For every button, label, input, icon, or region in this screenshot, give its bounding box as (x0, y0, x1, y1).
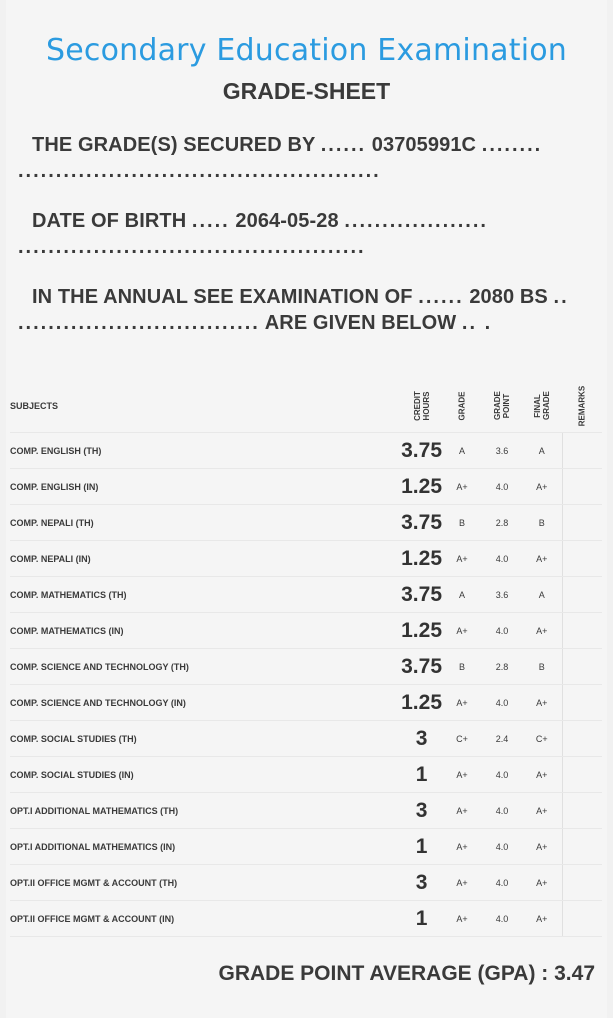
given-below-label: ARE GIVEN BELOW (264, 312, 457, 334)
page-title: Secondary Education Examination (45, 33, 568, 68)
final-grade-cell: B (522, 649, 562, 685)
final-grade-cell: A (522, 433, 562, 469)
credit-hours-cell: 3 (401, 721, 442, 757)
grade-point-cell: 4.0 (482, 865, 522, 901)
subject-cell: COMP. SOCIAL STUDIES (IN) (10, 757, 401, 793)
subject-cell: COMP. MATHEMATICS (IN) (10, 613, 401, 649)
grade-cell: A+ (442, 757, 482, 793)
grade-point-cell: 3.6 (482, 577, 522, 613)
remarks-cell (562, 469, 602, 505)
table-row (10, 757, 602, 793)
remarks-cell (562, 793, 602, 829)
subject-cell: COMP. ENGLISH (TH) (10, 433, 401, 469)
credit-hours-cell: 1 (401, 829, 442, 865)
subject-cell: OPT.I ADDITIONAL MATHEMATICS (TH) (10, 793, 401, 829)
remarks-cell (562, 685, 602, 721)
grade-cell: A+ (442, 829, 482, 865)
table-row (10, 577, 602, 613)
grade-point-cell: 4.0 (482, 829, 522, 865)
header-credit-hours: CREDIT HOURS (401, 380, 442, 433)
grade-cell: A+ (442, 613, 482, 649)
gpa-summary (218, 962, 595, 986)
grade-cell: A (442, 433, 482, 469)
final-grade-cell: A+ (522, 901, 562, 937)
final-grade-cell: A+ (522, 793, 562, 829)
grades-table (10, 380, 602, 937)
remarks-cell (562, 541, 602, 577)
final-grade-cell: B (522, 505, 562, 541)
secured-by-label: THE GRADE(S) SECURED BY (32, 134, 316, 156)
credit-hours-cell: 1.25 (401, 469, 442, 505)
credit-hours-cell: 3.75 (401, 649, 442, 685)
final-grade-cell: A (522, 577, 562, 613)
grade-cell: A+ (442, 901, 482, 937)
grade-cell: A+ (442, 865, 482, 901)
header-grade-point: GRADE POINT (482, 380, 522, 433)
grade-point-cell: 2.4 (482, 721, 522, 757)
subject-cell: OPT.II OFFICE MGMT & ACCOUNT (IN) (10, 901, 401, 937)
table-header-row (10, 380, 602, 433)
credit-hours-cell: 3 (401, 793, 442, 829)
grade-point-cell: 2.8 (482, 505, 522, 541)
subject-cell: COMP. ENGLISH (IN) (10, 469, 401, 505)
table-row (10, 901, 602, 937)
credit-hours-cell: 3.75 (401, 505, 442, 541)
final-grade-cell: A+ (522, 685, 562, 721)
subject-cell: COMP. MATHEMATICS (TH) (10, 577, 401, 613)
final-grade-cell: A+ (522, 865, 562, 901)
grade-cell: A+ (442, 541, 482, 577)
grade-point-cell: 2.8 (482, 649, 522, 685)
subject-cell: COMP. SCIENCE AND TECHNOLOGY (TH) (10, 649, 401, 685)
remarks-cell (562, 433, 602, 469)
credit-hours-cell: 1.25 (401, 685, 442, 721)
remarks-cell (562, 901, 602, 937)
credit-hours-cell: 3 (401, 865, 442, 901)
subject-cell: COMP. NEPALI (IN) (10, 541, 401, 577)
table-row (10, 433, 602, 469)
exam-line: IN THE ANNUAL SEE EXAMINATION OF ...... 2080 BS .. ................................ ARE GIVEN BELOW .. . (18, 286, 569, 334)
remarks-cell (562, 577, 602, 613)
header-subjects: SUBJECTS (10, 380, 401, 433)
credit-hours-cell: 1 (401, 757, 442, 793)
header-remarks: REMARKS (562, 380, 602, 433)
credit-hours-cell: 1.25 (401, 613, 442, 649)
page-subtitle: GRADE-SHEET (222, 78, 391, 104)
table-row (10, 829, 602, 865)
remarks-cell (562, 757, 602, 793)
table-row (10, 649, 602, 685)
remarks-cell (562, 649, 602, 685)
subject-cell: COMP. NEPALI (TH) (10, 505, 401, 541)
table-row (10, 865, 602, 901)
dob-value: 2064-05-28 (235, 210, 339, 232)
grade-cell: B (442, 649, 482, 685)
subject-cell: OPT.I ADDITIONAL MATHEMATICS (IN) (10, 829, 401, 865)
grade-point-cell: 4.0 (482, 541, 522, 577)
remarks-cell (562, 613, 602, 649)
grade-cell: A+ (442, 685, 482, 721)
table-row (10, 721, 602, 757)
grade-point-cell: 4.0 (482, 793, 522, 829)
remarks-cell (562, 721, 602, 757)
dob-label: DATE OF BIRTH (32, 210, 187, 232)
credit-hours-cell: 1 (401, 901, 442, 937)
subject-cell: COMP. SCIENCE AND TECHNOLOGY (IN) (10, 685, 401, 721)
table-row (10, 505, 602, 541)
grade-cell: A (442, 577, 482, 613)
grade-point-cell: 4.0 (482, 469, 522, 505)
grade-point-cell: 3.6 (482, 433, 522, 469)
final-grade-cell: A+ (522, 829, 562, 865)
secured-by-line: THE GRADE(S) SECURED BY ...... 03705991C ........ ................................................ (18, 134, 543, 182)
credit-hours-cell: 3.75 (401, 433, 442, 469)
exam-year: 2080 BS (469, 286, 548, 308)
gpa-label: GRADE POINT AVERAGE (GPA) : (218, 962, 549, 985)
credit-hours-cell: 3.75 (401, 577, 442, 613)
dob-line: DATE OF BIRTH ..... 2064-05-28 ................... .............................................. (18, 210, 488, 258)
header-final-grade: FINAL GRADE (522, 380, 562, 433)
grade-point-cell: 4.0 (482, 757, 522, 793)
final-grade-cell: A+ (522, 469, 562, 505)
grade-point-cell: 4.0 (482, 613, 522, 649)
subject-cell: OPT.II OFFICE MGMT & ACCOUNT (TH) (10, 865, 401, 901)
grade-cell: B (442, 505, 482, 541)
table-row (10, 793, 602, 829)
grade-cell: C+ (442, 721, 482, 757)
subject-cell: COMP. SOCIAL STUDIES (TH) (10, 721, 401, 757)
final-grade-cell: A+ (522, 541, 562, 577)
table-row (10, 613, 602, 649)
header-grade: GRADE (442, 380, 482, 433)
grade-cell: A+ (442, 793, 482, 829)
gpa-value: 3.47 (554, 962, 595, 985)
remarks-cell (562, 865, 602, 901)
table-row (10, 541, 602, 577)
grade-cell: A+ (442, 469, 482, 505)
credit-hours-cell: 1.25 (401, 541, 442, 577)
table-row (10, 469, 602, 505)
remarks-cell (562, 505, 602, 541)
remarks-cell (562, 829, 602, 865)
final-grade-cell: A+ (522, 613, 562, 649)
final-grade-cell: C+ (522, 721, 562, 757)
table-row (10, 685, 602, 721)
final-grade-cell: A+ (522, 757, 562, 793)
symbol-number: 03705991C (371, 134, 477, 156)
grade-point-cell: 4.0 (482, 901, 522, 937)
grade-point-cell: 4.0 (482, 685, 522, 721)
exam-label: IN THE ANNUAL SEE EXAMINATION OF (32, 286, 413, 308)
